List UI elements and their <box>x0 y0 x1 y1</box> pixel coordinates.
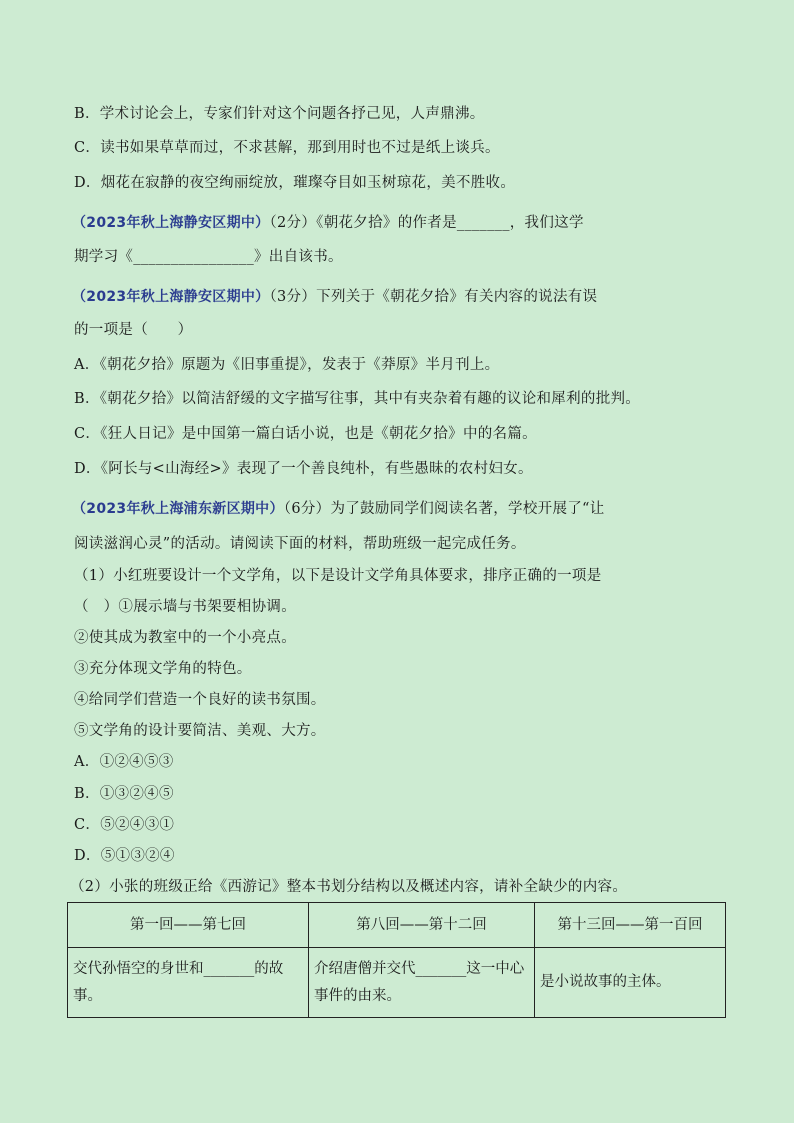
table-header-cell: 第八回——第十二回 <box>309 903 535 948</box>
question-2 <box>72 213 734 233</box>
option-d-q1: D．烟花在寂静的夜空绚丽绽放，璀璨夺目如玉树琼花，美不胜收。 <box>74 175 516 191</box>
question-2-text: （2分）《朝花夕拾》的作者是_______，我们这学 <box>269 215 584 231</box>
table-header-cell: 第十三回——第一百回 <box>535 903 726 948</box>
question-4-line-2: 阅读滋润心灵”的活动。请阅读下面的材料，帮助班级一起完成任务。 <box>74 536 526 552</box>
requirement-5: ⑤文学角的设计要简洁、美观、大方。 <box>74 723 326 739</box>
option-d-q4: D．⑤①③②④ <box>74 848 175 864</box>
question-2-source: （2023年秋上海静安区期中） <box>72 215 270 231</box>
question-4 <box>72 499 734 519</box>
question-4-source: （2023年秋上海浦东新区期中） <box>72 501 284 517</box>
option-b-q1: B．学术讨论会上，专家们针对这个问题各抒己见，人声鼎沸。 <box>74 106 485 122</box>
table-cell: 交代孙悟空的身世和_______的故事。 <box>68 948 309 1018</box>
option-b-q3: B．《朝花夕拾》以简洁舒缓的文字描写往事，其中有夹杂着有趣的议论和犀利的批判。 <box>74 391 641 407</box>
table-header-cell: 第一回——第七回 <box>68 903 309 948</box>
table-row <box>68 948 726 1018</box>
question-3-line-2: 的一项是（ ） <box>74 322 193 338</box>
requirement-2: ②使其成为教室中的一个小亮点。 <box>74 630 296 646</box>
table-cell: 是小说故事的主体。 <box>535 948 726 1018</box>
question-3-text: （3分）下列关于《朝花夕拾》有关内容的说法有误 <box>269 289 598 305</box>
question-4-part-1-item-1: （ ）①展示墙与书架要相协调。 <box>74 599 296 615</box>
option-c-q1: C．读书如果草草而过，不求甚解，那到用时也不过是纸上谈兵。 <box>74 140 500 156</box>
option-a-q4: A．①②④⑤③ <box>74 754 174 770</box>
question-3 <box>72 287 734 307</box>
question-4-part-2: （2）小张的班级正给《西游记》整本书划分结构以及概述内容，请补全缺少的内容。 <box>70 879 628 895</box>
option-d-q3: D．《阿长与<山海经>》表现了一个善良纯朴，有些愚昧的农村妇女。 <box>74 461 533 477</box>
option-c-q4: C．⑤②④③① <box>74 817 175 833</box>
question-2-line-2: 期学习《________________》出自该书。 <box>74 249 343 265</box>
option-a-q3: A．《朝花夕拾》原题为《旧事重提》，发表于《莽原》半月刊上。 <box>74 357 500 373</box>
requirement-3: ③充分体现文学角的特色。 <box>74 661 252 677</box>
option-b-q4: B．①③②④⑤ <box>74 786 174 802</box>
question-4-part-1: （1）小红班要设计一个文学角，以下是设计文学角具体要求，排序正确的一项是 <box>74 568 602 584</box>
question-4-text: （6分）为了鼓励同学们阅读名著，学校开展了“让 <box>283 501 605 517</box>
question-3-source: （2023年秋上海静安区期中） <box>72 289 270 305</box>
table-cell: 介绍唐僧并交代_______这一中心事件的由来。 <box>309 948 535 1018</box>
structure-table <box>67 902 726 1018</box>
requirement-4: ④给同学们营造一个良好的读书氛围。 <box>74 692 326 708</box>
table-header-row <box>68 903 726 948</box>
option-c-q3: C．《狂人日记》是中国第一篇白话小说，也是《朝花夕拾》中的名篇。 <box>74 426 537 442</box>
